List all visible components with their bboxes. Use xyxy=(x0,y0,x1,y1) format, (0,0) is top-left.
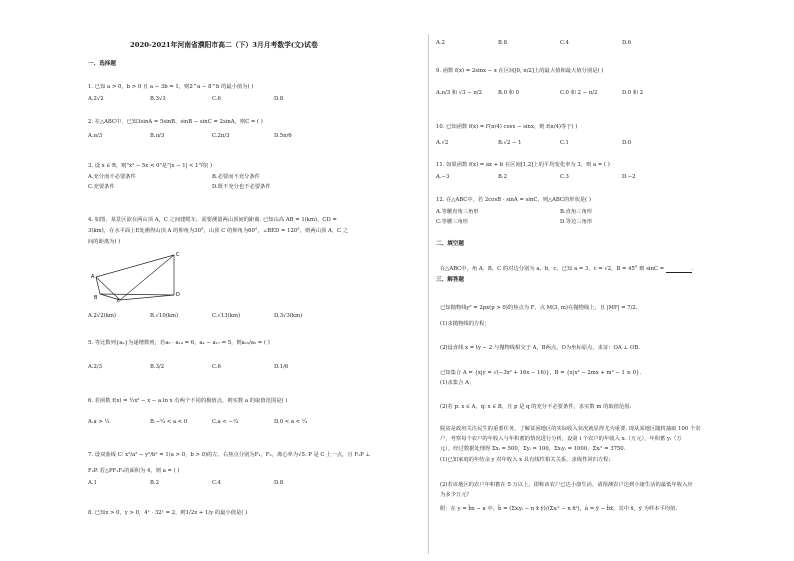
q4-mountain-figure xyxy=(90,250,180,302)
q6-option-a: A.a > ¼ xyxy=(88,419,110,425)
q10-option-a: A.√2 xyxy=(436,140,449,146)
q13-stem-text: 在△ABC中，角 A，B，C 的对边分别为 a，b，c，已知 a = 3，c = √2，B = 45° 则 sinC = xyxy=(440,266,665,272)
q8-option-c: C.4 xyxy=(560,40,569,46)
q2-option-a: A.π/3 xyxy=(88,133,103,139)
q6-option-d: D.0 < a < ¼ xyxy=(274,419,308,425)
q5-stem: 5. 等比数列{aₙ}为递增数列，若a₅ · a₁₄ = 6，a₄ − a₁₇ = 5，则a₁₅/a₅ = ( ) xyxy=(88,340,270,346)
q6-stem: 6. 若函数 f(x) = ½x² − x − a ln x 有两个不同的极值点，则实数 a 的取值范围是( ) xyxy=(88,398,288,404)
q8-stem: 8. 已知x > 0，y > 0，4ˣ · 32ʸ = 2，则1/2x + 1/y 的最小值是( ) xyxy=(88,510,248,516)
q6-option-c: C.a < −¼ xyxy=(212,419,239,425)
label-d: D xyxy=(176,292,180,298)
q16-stem-line3: 元），经过数据处理得 Σxᵢ = 500，Σyᵢ = 100，Σxᵢyᵢ = 1000，Σxᵢ² = 3750. xyxy=(440,446,626,452)
q16-part2-line2: 为多少万元？ xyxy=(440,492,472,498)
q4-stem-line1: 4. 如图，某景区欲在两山顶 A，C 之间建缆车，需要测量两山顶间的距离. 已知山高 AB = 1(km)，CD = xyxy=(88,217,337,223)
q3-option-d: D.既不充分也不必要条件 xyxy=(212,184,271,190)
q8-option-d: D.6 xyxy=(622,40,632,46)
q16-stem-line1: 脱贫是政府关注民生的重要任务，了解贫困地区的实际收入状况就显得尤为重要. 现从某地区随机抽取 100 个农 xyxy=(440,426,701,432)
segment-ed xyxy=(120,295,174,300)
q6-option-b: B.−¼ < a < 0 xyxy=(150,419,188,425)
q10-option-d: D.0 xyxy=(622,140,632,146)
q9-stem: 9. 函数 f(x) = 2sinx − x 在区间[0, π/2]上的最大值和最大值分别是( ) xyxy=(436,68,604,74)
q16-appendix-note: 附：在 y = b̂x − a 中，b̂ = (Σxᵢyᵢ − n x̄ ȳ)/(Σxᵢ² − n x̄²)，â = ȳ − b̂x̄，其中 x̄，ȳ 为样本平均值. xyxy=(440,506,678,512)
q1-option-d: D.8 xyxy=(274,96,284,102)
q1-option-c: C.6 xyxy=(212,96,221,102)
q13-stem-tail: . xyxy=(691,266,694,272)
q10-stem: 10. 已知函数 f(x) = f′(π/4) cosx − sinx，则 f(π/4)等于( ) xyxy=(436,124,578,130)
q12-option-a: A.等腰直角三角形 xyxy=(436,209,479,215)
q4-stem-line3: 间的距离为( ) xyxy=(88,239,121,245)
label-e: E xyxy=(117,299,120,302)
q14-part1: (1)求抛物线的方程； xyxy=(440,321,490,327)
q11-option-b: B.2 xyxy=(498,174,507,180)
label-b: B xyxy=(94,295,98,301)
q15-stem: 已知集合 A = {x|y = √(−3x² + 16x − 16)}，B = {x|x² − 2mx + m² − 1 ≥ 0}. xyxy=(440,370,642,376)
section-answer-heading: 三、解答题 xyxy=(436,277,464,283)
q16-part1: (1)已知家庭的年结余 y 对年收入 x 具有线性相关关系，求线性回归方程； xyxy=(440,457,614,463)
q9-option-a: A.π/3 和 √3 − π/2 xyxy=(436,90,482,96)
q15-part1: (1)求集合 A； xyxy=(440,380,475,386)
q7-stem-line1: 7. 设双曲线 C: x²/a² − y²/b² = 1(a > 0，b > 0)的左、右焦点分别为F₁，F₂，离心率为√5. P 是 C 上一点，且 F₁P ⊥ xyxy=(88,452,371,458)
q14-stem: 已知抛物线y² = 2px(p > 0)的焦点为 F，点 M(3, m)在抛物线上，且 |MF| = 7/2. xyxy=(440,305,638,311)
segment-bd xyxy=(100,294,174,295)
q7-option-b: B.2 xyxy=(150,480,159,486)
q5-option-c: C.6 xyxy=(212,364,221,370)
q12-stem: 12. 在△ABC中，若 2cosB · sinA = sinC，则△ABC的形状是( ) xyxy=(436,197,591,203)
section-choice-heading: 一、选择题 xyxy=(88,61,116,67)
q11-option-d: D.−2 xyxy=(622,174,636,180)
q4-option-d: D.3√3(km) xyxy=(274,313,303,319)
label-a: A xyxy=(91,274,95,280)
q3-option-a: A.充分而不必要条件 xyxy=(88,174,136,180)
label-c: C xyxy=(176,252,180,258)
segment-ec xyxy=(120,255,174,300)
q9-option-c: C.0 和 2 − π/2 xyxy=(560,90,598,96)
section-fill-heading: 二、填空题 xyxy=(436,241,464,247)
q3-option-c: C.充要条件 xyxy=(88,184,115,190)
q2-option-b: B.π/3 xyxy=(150,133,165,139)
q16-part2-line1: (2)若该地区的农户年积蓄在 5 万以上，即称该农户已达小康生活，请预测农户达到小康生活的最低年收入应 xyxy=(440,482,693,488)
segment-ac xyxy=(96,255,174,277)
q3-option-b: B.必要而不充分条件 xyxy=(212,174,260,180)
q11-option-c: C.3 xyxy=(560,174,569,180)
column-divider xyxy=(428,34,429,554)
q1-option-a: A.2√2 xyxy=(88,96,104,102)
q9-option-b: B.0 和 0 xyxy=(498,90,519,96)
q2-stem: 2. 在△ABC中，已知3sinA = 5sinB，sinB − sinC = 2sinA，则C = ( ) xyxy=(88,119,263,125)
q5-option-b: B.3/2 xyxy=(150,364,165,370)
q4-stem-line2: 3(km)，在水平面上E处测得山顶 A 的仰角为30°，山顶 C 的仰角为60°，∠BED = 120°，则两山顶 A，C 之 xyxy=(88,228,349,234)
q2-option-d: D.5π/6 xyxy=(274,133,292,139)
q8-option-b: B.8 xyxy=(498,40,507,46)
q10-option-b: B.√2 − 1 xyxy=(498,140,522,146)
q1-stem: 1. 已知 a > 0，b > 0 且 a − 3b = 1，则2^a − 8^b 的最小值为( ) xyxy=(88,84,254,90)
q11-stem: 11. 如果函数 f(x) = ax + b 在区间[1,2]上的平均变化率为 3，则 a = ( ) xyxy=(436,162,610,168)
q9-option-d: D.0 和 2 xyxy=(622,90,644,96)
q5-option-a: A.2/3 xyxy=(88,364,103,370)
q13-stem xyxy=(440,266,694,273)
q14-part2: (2)设直线 x = ty − 2 与抛物线相交于 A，B两点，O为坐标原点，求证：OA ⊥ OB. xyxy=(440,345,640,351)
q7-option-a: A.1 xyxy=(88,480,97,486)
q13-answer-blank[interactable] xyxy=(666,267,692,273)
q7-stem-line2: F₂P. 若△PF₁F₂的面积为 4，则 a = ( ) xyxy=(88,468,180,474)
q16-stem-line2: 户，考察每个农户的年收入与年积蓄的情况进行分析，设第 i 个农户的年收入 xᵢ（万元），年积蓄 yᵢ（万 xyxy=(440,436,682,442)
q4-option-b: B.√10(km) xyxy=(150,313,179,319)
q4-option-a: A.2√2(km) xyxy=(88,313,116,319)
q12-option-b: B.直角三角形 xyxy=(560,209,593,215)
q1-option-b: B.3√3 xyxy=(150,96,166,102)
exam-title: 2020-2021年河南省濮阳市高二（下）3月月考数学(文)试卷 xyxy=(130,41,318,49)
q11-option-a: A.−3 xyxy=(436,174,450,180)
q10-option-c: C.1 xyxy=(560,140,569,146)
q4-option-c: C.√13(km) xyxy=(212,313,241,319)
q3-stem: 3. 设 x ∈ R，则"x² − 5x < 0"是"|x − 1| < 1"的( ) xyxy=(88,163,213,169)
q7-option-d: D.8 xyxy=(274,480,284,486)
q7-option-c: C.4 xyxy=(212,480,221,486)
q2-option-c: C.2π/3 xyxy=(212,133,230,139)
q8-option-a: A.2 xyxy=(436,40,445,46)
q12-option-d: D.等边三角形 xyxy=(560,219,593,225)
q5-option-d: D.1/6 xyxy=(274,364,289,370)
q15-part2: (2)若 p: x ∈ A，q: x ∈ B，且 p 是 q 的充分不必要条件，求实数 m 的取值范围. xyxy=(440,404,632,410)
segment-ab xyxy=(96,277,100,294)
q12-option-c: C.等腰三角形 xyxy=(436,219,469,225)
